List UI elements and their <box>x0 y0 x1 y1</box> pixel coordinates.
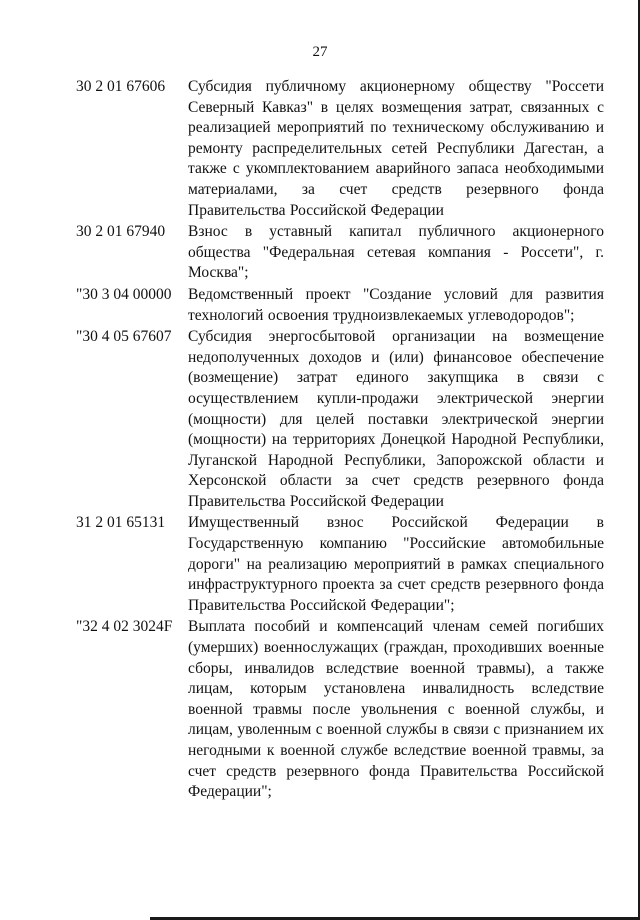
entry-description: Выплата пособий и компенсаций членам семей погибших (умерших) военнослужащих (граждан, проходивших военные сборы, инвалидов вследствие военной травмы), а также лицам, которым установлена инвалидность вследствие военной травмы после увольнения с военной службы, и лицам, уволенным с военной службы в связи с признанием их негодными к военной службе вследствие военной травмы, за счет средств резервного фонда Правительства Российской Федерации"; <box>188 618 604 801</box>
entry-code: "30 3 04 00000 <box>76 285 172 303</box>
entry-row <box>76 617 604 802</box>
entry-code: 30 2 01 67940 <box>76 223 166 241</box>
entry-code: "30 4 05 67607 <box>76 328 172 346</box>
entry-description: Взнос в уставный капитал публичного акционерного общества "Федеральная сетевая компания - Россети", г. Москва"; <box>188 223 604 282</box>
page-number: 27 <box>312 44 328 60</box>
entry-row <box>76 327 604 512</box>
entry-description: Субсидия публичному акционерному обществу "Россети Северный Кавказ" в целях возмещения затрат, связанных с реализацией мероприятий по техническому обслуживанию и ремонту распределительных сетей Республики Дагестан, а также с укомплектованием аварийного запаса необходимыми материалами, за счет средств резервного фонда Правительства Российской Федерации <box>188 78 604 219</box>
entry-description: Ведомственный проект "Создание условий для развития технологий освоения трудноизвлекаемых углеводородов"; <box>188 285 604 324</box>
entry-code: 31 2 01 65131 <box>76 514 166 532</box>
entry-row <box>76 77 604 221</box>
entry-row <box>76 513 604 616</box>
entry-code: "32 4 02 3024F <box>76 618 173 636</box>
entry-code: 30 2 01 67606 <box>76 78 166 95</box>
classification-entries <box>76 77 604 803</box>
entry-row <box>76 222 604 284</box>
entry-description: Субсидия энергосбытовой организации на возмещение недополученных доходов и (или) финансовое обеспечение (возмещение) затрат единого закупщика в связи с осуществлением купли-продажи электрической энергии (мощности) для целей поставки электрической энергии (мощности) на территориях Донецкой Народной Республики, Луганской Народной Республики, Запорожской области и Херсонской области за счет средств резервного фонда Правительства Российской Федерации <box>188 328 604 510</box>
entry-description: Имущественный взнос Российской Федерации в Государственную компанию "Российские автомобильные дороги" на реализацию мероприятий в рамках специального инфраструктурного проекта за счет средств резервного фонда Правительства Российской Федерации"; <box>188 514 604 614</box>
entry-row <box>76 285 604 326</box>
